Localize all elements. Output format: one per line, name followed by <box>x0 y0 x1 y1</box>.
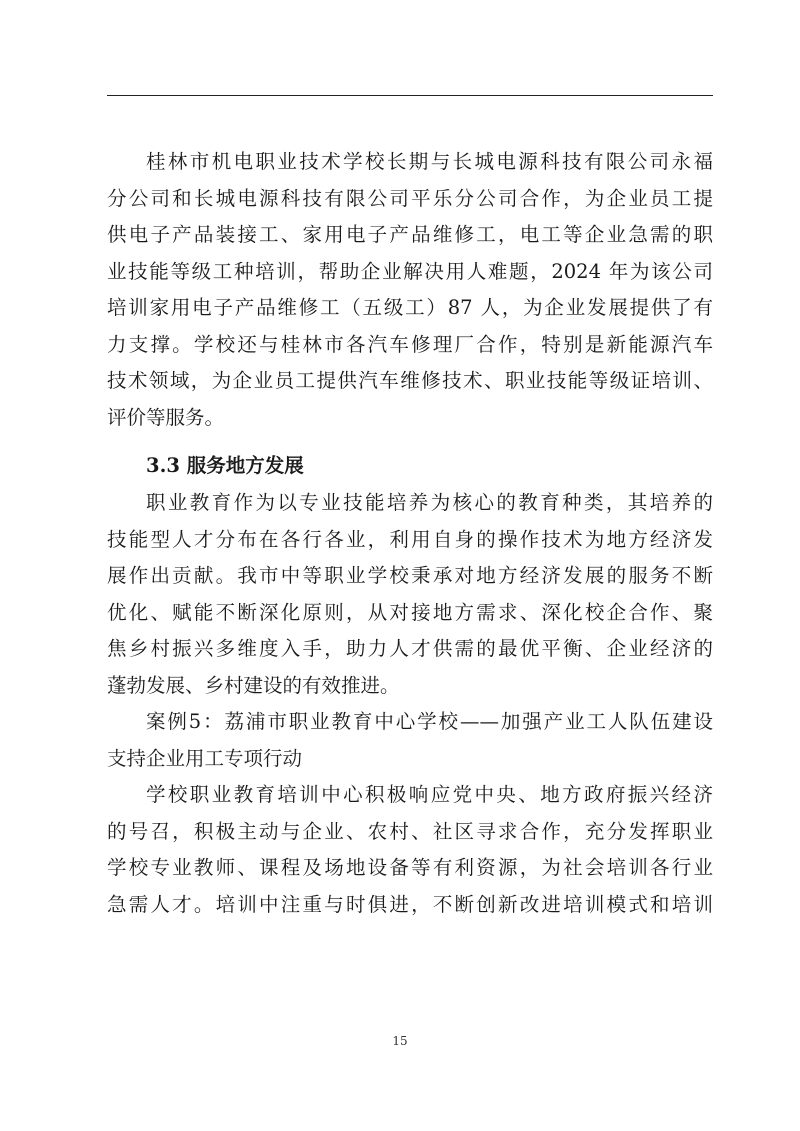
text-line: 焦乡村振兴多维度入手，助力人才供需的最优平衡、企业经济的 <box>107 637 713 660</box>
header-rule <box>107 95 713 96</box>
text-line: 力支撑。学校还与桂林市各汽车修理厂合作，特别是新能源汽车 <box>107 332 713 356</box>
text-line: 优化、赋能不断深化原则，从对接地方需求、深化校企合作、聚 <box>107 600 713 624</box>
text-line: 展作出贡献。我市中等职业学校秉承对地方经济发展的服务不断 <box>107 564 713 587</box>
text-line: 案例5：荔浦市职业教育中心学校——加强产业工人队伍建设 <box>146 710 713 733</box>
paragraph-local-development <box>107 485 713 704</box>
text-line: 学校专业教师、课程及场地设备等有利资源，为社会培训各行业 <box>107 856 713 879</box>
paragraph-training-center <box>107 777 713 923</box>
case-title <box>107 704 713 777</box>
text-line: 技术领域，为企业员工提供汽车维修技术、职业技能等级证培训、 <box>107 369 713 392</box>
text-line: 支持企业用工专项行动 <box>107 746 303 770</box>
text-line: 职业教育作为以专业技能培养为核心的教育种类，其培养的 <box>146 491 713 514</box>
text-line: 供电子产品装接工、家用电子产品维修工，电工等企业急需的职 <box>107 223 713 246</box>
text-line: 学校职业教育培训中心积极响应党中央、地方政府振兴经济 <box>146 783 713 806</box>
text-line: 技能型人才分布在各行各业，利用自身的操作技术为地方经济发 <box>107 527 713 551</box>
section-heading: 3.3 服务地方发展 <box>146 454 304 477</box>
text-line: 的号召，积极主动与企业、农村、社区寻求合作，充分发挥职业 <box>107 819 713 843</box>
text-line: 业技能等级工种培训，帮助企业解决用人难题，2024 年为该公司 <box>107 259 713 283</box>
text-line: 评价等服务。 <box>107 405 225 429</box>
text-line: 蓬勃发展、乡村建设的有效推进。 <box>107 673 400 697</box>
page-number: 15 <box>392 1034 408 1048</box>
paragraph-cooperation <box>107 144 713 436</box>
text-line: 培训家用电子产品维修工（五级工）87 人，为企业发展提供了有 <box>107 296 713 319</box>
text-line: 急需人才。培训中注重与时俱进，不断创新改进培训模式和培训 <box>107 892 713 916</box>
text-line: 分公司和长城电源科技有限公司平乐分公司合作，为企业员工提 <box>107 186 713 210</box>
text-line: 桂林市机电职业技术学校长期与长城电源科技有限公司永福 <box>146 150 713 173</box>
